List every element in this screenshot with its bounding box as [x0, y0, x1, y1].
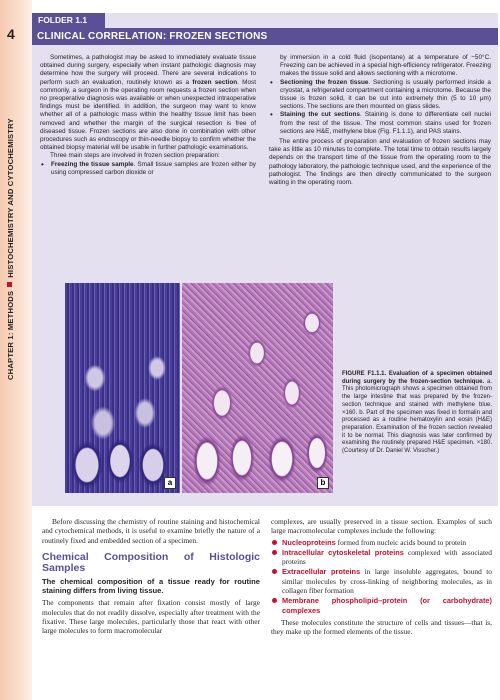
body-paragraph: complexes, are usually preserved in a tissue section. Examples of such large macromolecular complexes include the following:	[271, 517, 492, 536]
body-paragraph: These molecules constitute the structure of cells and tissues—that is, they make up the formed elements of the tissue.	[271, 617, 492, 637]
panel-label-a: a	[164, 477, 176, 489]
folder-paragraph-4: The entire process of preparation and evaluation of frozen sections may take as little as 10 minutes to complete. The total time to obtain results largely depends on the transport time of the tissue from the operating room to the pathology laboratory, the pathologic technique used, and the experience of the pathologist. The findings are then directly communicated to the surgeon waiting in the operating room.	[269, 138, 491, 187]
text-run: . Sectioning is usually performed inside a cryostat, a refrigerated compartment containing a microtome. Because the tissue is frozen solid, it can be cut into extremely thin (5 to 10 μm) sections. The sections are then mounted on glass slides.	[280, 78, 491, 111]
list-item	[271, 567, 492, 595]
steps-list	[40, 161, 256, 177]
key-term: Staining the cut sections	[280, 111, 360, 119]
list-item	[271, 596, 492, 615]
body-intro: Before discussing the chemistry of routine staining and histochemical and cytochemical methods, it is useful to examine briefly the nature of a routinely fixed and embedded section of a specimen.	[42, 517, 260, 545]
folder-title: CLINICAL CORRELATION: FROZEN SECTIONS	[32, 28, 498, 45]
text-run: Sometimes, a pathologist may be asked to immediately evaluate tissue obtained during surgery, especially when instant pathologic diagnosis may determine how the surgery will proceed. There are several indications to perform such an evaluation, routinely known as a	[40, 54, 256, 86]
list-item	[269, 111, 491, 136]
page-number: 4	[7, 26, 15, 42]
folder-paragraph-2: Three main steps are involved in frozen section preparation:	[50, 152, 220, 160]
chapter-name: HISTOCHEMISTRY AND CYTOCHEMISTRY	[6, 118, 15, 278]
list-item	[271, 548, 492, 567]
bullet-icon: •	[41, 159, 44, 169]
folder-tab: FOLDER 1.1	[32, 13, 105, 28]
figure-micrographs	[65, 283, 333, 493]
list-item	[269, 79, 491, 112]
panel-label-b: b	[317, 477, 329, 489]
bullet-icon: •	[270, 77, 273, 87]
list-term: Intracellular cytoskeletal proteins	[282, 547, 404, 557]
section-heading: Chemical Composition of Histologic Samples	[42, 550, 260, 575]
text-run: . Small tissue samples are frozen either by using compressed carbon dioxide or	[51, 160, 256, 176]
steps-list	[269, 79, 491, 136]
body-right-column	[271, 517, 492, 637]
chapter-running-head	[6, 118, 15, 380]
bullet-icon	[272, 540, 277, 545]
micrograph-panel-b	[182, 283, 333, 493]
list-text: complexed with associated proteins	[282, 547, 492, 567]
list-item	[271, 538, 492, 547]
caption-text: a. This photomicrograph shows a specimen obtained from the large intestine that was prepared by the frozen-section technique and stained with methylene blue. ×160. b. Part of the specimen was fixed in formalin and processed as a routine hematoxylin and eosin (H&E) preparation. Examination of the frozen section revealed it to be normal. This diagnosis was later confirmed by examining the routinely prepared H&E specimen. ×180. (Courtesy of Dr. Daniel W. Visscher.)	[342, 378, 492, 455]
key-term: frozen section	[192, 78, 238, 86]
folder-left-column	[40, 54, 256, 177]
list-term: Extracellular proteins	[282, 567, 361, 577]
macromolecule-list	[271, 538, 492, 615]
chapter-label: CHAPTER 1: METHODS	[6, 290, 15, 380]
bullet-icon	[272, 598, 277, 603]
bullet-icon	[272, 550, 277, 555]
list-term: Nucleoproteins	[282, 537, 336, 547]
text-run: . Most commonly, a surgeon in the operating room requests a frozen section when no preoperative diagnosis was available or when unexpected intraoperative findings must be identified. In addition, the surgeon may want to know whether all of a pathologic mass within the healthy tissue limit has been removed and whether the margin of the surgical resection is free of diseased tissue. Frozen sections are also done in combination with other procedures such as endoscopy or thin-needle biopsy to confirm whether the obtained biopsy material will be usable in further pathologic examinations.	[40, 78, 256, 152]
list-term: Membrane phospholipid–protein (or carbohydrate) complexes	[282, 596, 492, 615]
folder-right-column	[269, 54, 491, 187]
list-text: in large insoluble aggregates, bound to similar molecules by cross-linking of neighboring molecules, as in collagen fiber formation	[282, 567, 493, 596]
folder-paragraph-3: by immersion in a cold fluid (isopentane) at a temperature of −50°C. Freezing can be achieved in a special high-efficiency refrigerator. Freezing makes the tissue solid and allows sectioning with a microtome.	[280, 54, 491, 78]
list-item	[40, 161, 256, 177]
folder-paragraph-1	[40, 54, 256, 152]
figure-caption	[342, 371, 492, 456]
bullet-icon: •	[270, 110, 273, 120]
list-text: formed from nucleic acids bound to protein	[335, 537, 467, 547]
body-paragraph: The components that remain after fixation consist mostly of large molecules that do not readily dissolve, especially after treatment with the fixative. These large molecules, particularly those that react with other large molecules to form macromolecular	[42, 598, 260, 636]
red-square-icon	[7, 282, 12, 287]
caption-title: FIGURE F1.1.1. Evaluation of a specimen obtained during surgery by the frozen-section technique.	[342, 371, 492, 385]
key-term: Sectioning the frozen tissue	[280, 78, 369, 86]
bullet-icon	[272, 569, 277, 574]
text-run: . Staining is done to differentiate cell nuclei from the rest of the tissue. The most common stains used for frozen sections are H&E, methylene blue (Fig. F1.1.1), and PAS stains.	[280, 111, 491, 135]
page-margin-strip	[0, 0, 32, 700]
body-left-column	[42, 517, 260, 635]
section-subheading: The chemical composition of a tissue ready for routine staining differs from living tissue.	[42, 576, 260, 596]
micrograph-panel-a	[65, 283, 180, 493]
key-term: Freezing the tissue sample	[51, 160, 134, 168]
